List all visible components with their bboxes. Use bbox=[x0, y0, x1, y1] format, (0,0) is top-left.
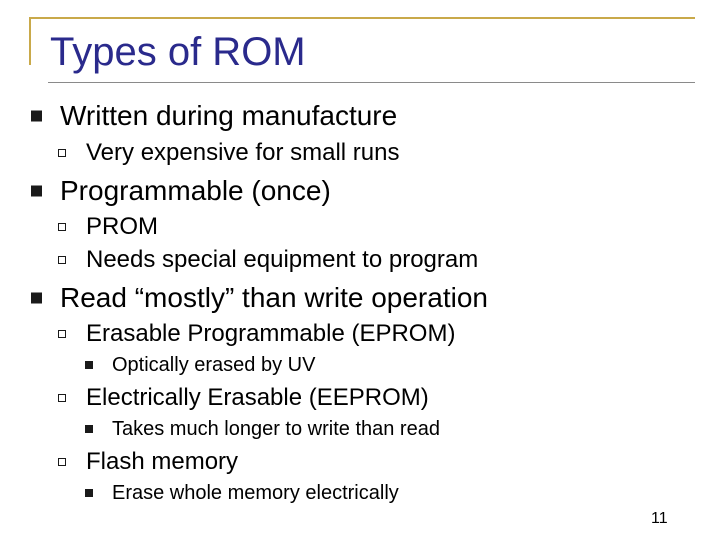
sub-bullet-text: Electrically Erasable (EEPROM) bbox=[86, 384, 429, 411]
bullet-programmable-once bbox=[60, 177, 331, 205]
page-number: 11 bbox=[651, 510, 668, 527]
slide-title: Types of ROM bbox=[50, 30, 306, 74]
sub-bullet-eeprom bbox=[86, 386, 429, 410]
title-underline bbox=[48, 82, 695, 83]
square-bullet-icon bbox=[85, 489, 93, 497]
hollow-square-bullet-icon bbox=[58, 458, 66, 466]
sub-bullet-text: PROM bbox=[86, 213, 158, 240]
title-frame-left-border bbox=[29, 17, 31, 65]
hollow-square-bullet-icon bbox=[58, 394, 66, 402]
sub-sub-bullet-text: Takes much longer to write than read bbox=[112, 418, 440, 440]
sub-bullet-special-equipment bbox=[86, 248, 478, 272]
square-bullet-icon bbox=[31, 186, 42, 197]
square-bullet-icon bbox=[31, 293, 42, 304]
sub-bullet-text: Needs special equipment to program bbox=[86, 246, 479, 273]
sub-bullet-eprom bbox=[86, 322, 455, 346]
square-bullet-icon bbox=[31, 111, 42, 122]
sub-sub-bullet-text: Erase whole memory electrically bbox=[112, 482, 399, 504]
sub-sub-bullet-text: Optically erased by UV bbox=[112, 354, 316, 376]
bullet-read-mostly bbox=[60, 284, 488, 312]
sub-bullet-text: Erasable Programmable (EPROM) bbox=[86, 320, 456, 347]
title-frame-top-border bbox=[29, 17, 695, 19]
sub-sub-bullet-takes-longer bbox=[112, 419, 440, 439]
square-bullet-icon bbox=[85, 361, 93, 369]
sub-sub-bullet-erase-whole bbox=[112, 483, 399, 503]
hollow-square-bullet-icon bbox=[58, 330, 66, 338]
bullet-text: Programmable (once) bbox=[60, 175, 331, 206]
bullet-written-during-manufacture bbox=[60, 102, 397, 130]
sub-bullet-very-expensive bbox=[86, 141, 399, 165]
hollow-square-bullet-icon bbox=[58, 223, 66, 231]
sub-bullet-text: Very expensive for small runs bbox=[86, 139, 400, 166]
bullet-text: Written during manufacture bbox=[60, 100, 398, 131]
bullet-text: Read “mostly” than write operation bbox=[60, 282, 488, 313]
sub-bullet-text: Flash memory bbox=[86, 448, 239, 475]
hollow-square-bullet-icon bbox=[58, 149, 66, 157]
sub-bullet-prom bbox=[86, 215, 158, 239]
square-bullet-icon bbox=[85, 425, 93, 433]
sub-bullet-flash-memory bbox=[86, 450, 238, 474]
hollow-square-bullet-icon bbox=[58, 256, 66, 264]
sub-sub-bullet-uv bbox=[112, 355, 315, 375]
